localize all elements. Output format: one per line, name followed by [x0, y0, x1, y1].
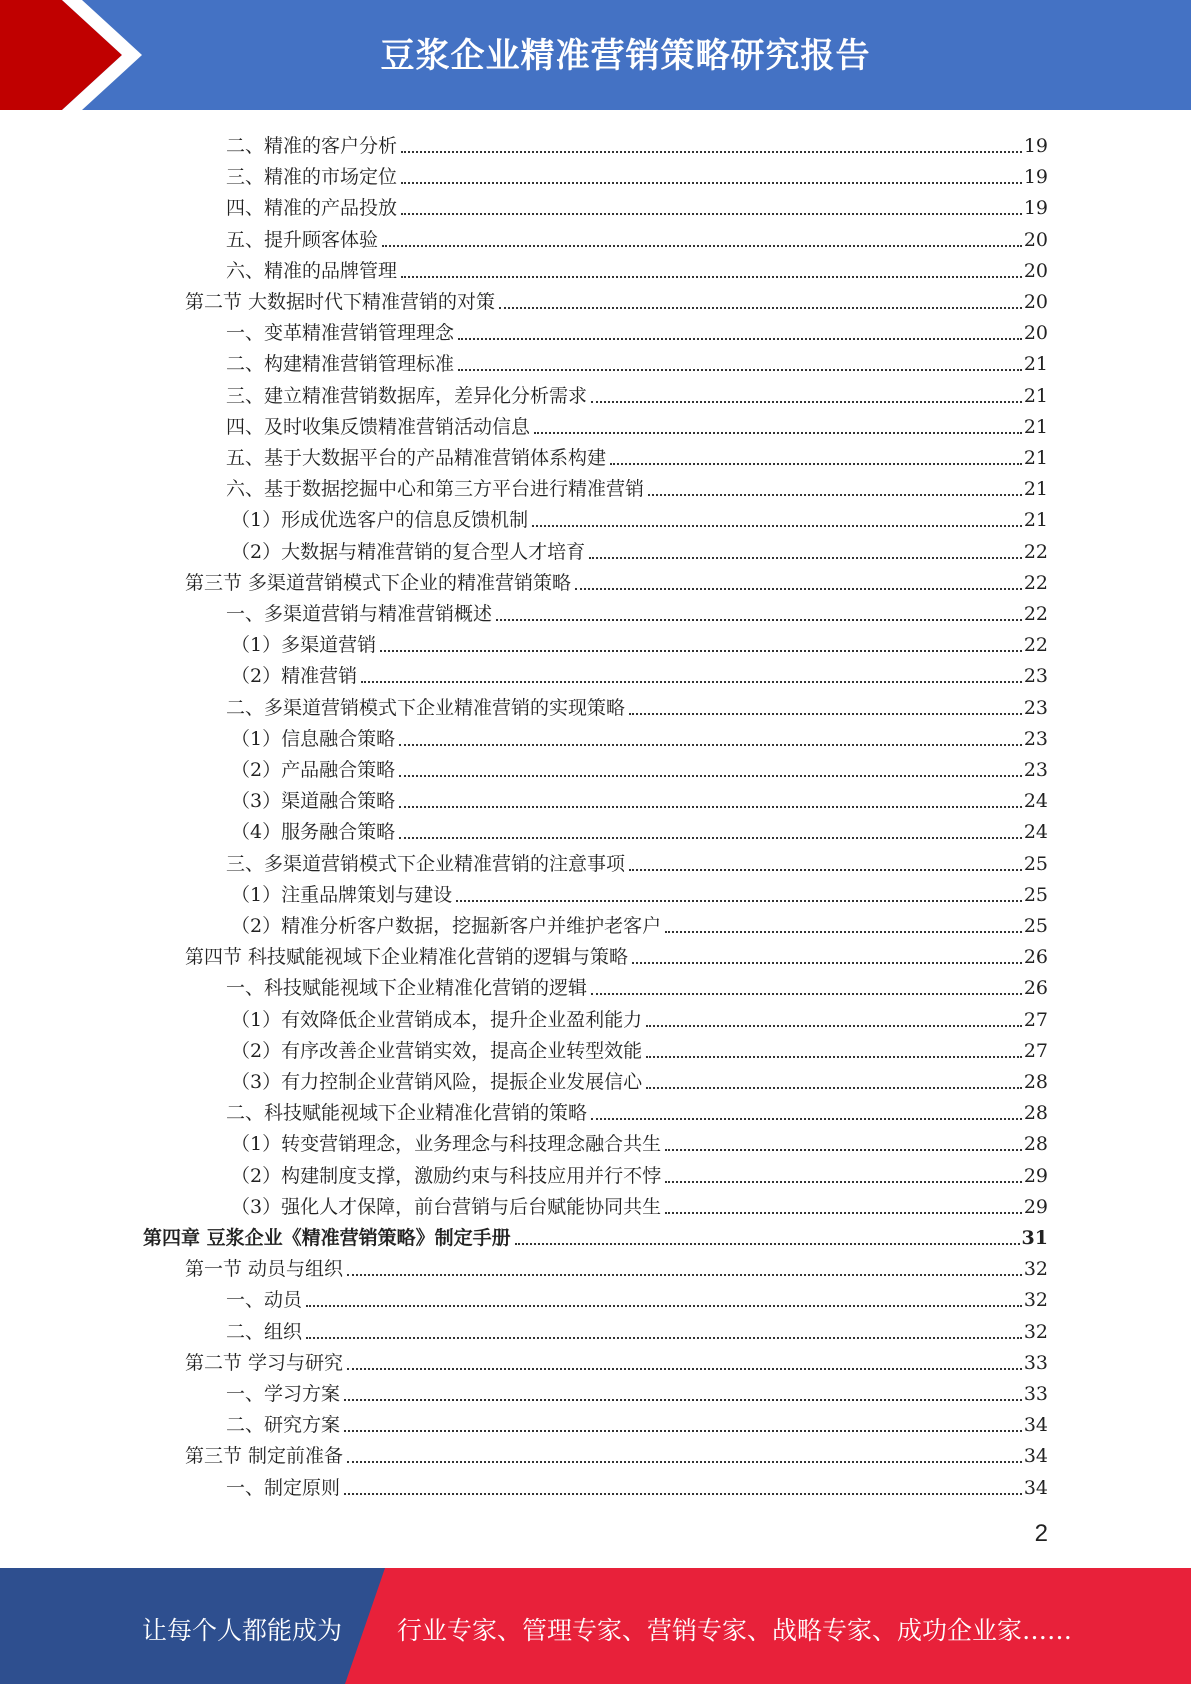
toc-entry-page: 23	[1023, 665, 1048, 688]
toc-entry-page: 26	[1023, 946, 1048, 969]
toc-entry[interactable]	[226, 845, 1048, 876]
toc-entry-page: 21	[1023, 478, 1048, 501]
toc-entry-page: 22	[1023, 571, 1048, 594]
toc-dot-leader	[458, 369, 1022, 371]
toc-entry-page: 29	[1023, 1195, 1048, 1218]
toc-entry-label: 二、构建精准营销管理标准	[226, 353, 455, 376]
toc-dot-leader	[347, 1274, 1022, 1276]
toc-entry-label: 一、学习方案	[226, 1383, 341, 1405]
toc-dot-leader	[401, 182, 1022, 184]
toc-dot-leader	[456, 900, 1022, 902]
toc-entry[interactable]	[226, 127, 1048, 158]
toc-dot-leader	[496, 619, 1022, 621]
toc-entry-label: （2）精准分析客户数据，挖掘新客户并维护老客户	[231, 915, 662, 937]
toc-dot-leader	[306, 1305, 1022, 1307]
toc-entry[interactable]	[226, 345, 1048, 376]
toc-entry-page: 21	[1023, 509, 1048, 532]
toc-dot-leader	[361, 681, 1022, 683]
toc-entry-page: 20	[1023, 228, 1048, 251]
toc-dot-leader	[347, 1461, 1022, 1463]
toc-entry-label: 四、及时收集反馈精准营销活动信息	[226, 415, 531, 438]
toc-entry[interactable]	[226, 408, 1048, 439]
toc-entry[interactable]	[231, 782, 1048, 813]
toc-entry-label: 四、精准的产品投放	[226, 197, 398, 220]
toc-entry-label: 二、科技赋能视域下企业精准化营销的策略	[226, 1102, 588, 1125]
toc-entry-label: 第二节 学习与研究	[185, 1351, 344, 1374]
toc-dot-leader	[629, 713, 1022, 715]
toc-entry-page: 34	[1023, 1414, 1048, 1437]
toc-entry-label: 三、精准的市场定位	[226, 166, 398, 189]
toc-entry[interactable]	[226, 189, 1048, 220]
toc-section-entry[interactable]	[185, 1344, 1048, 1375]
toc-dot-leader	[344, 1493, 1022, 1495]
toc-entry-page: 25	[1023, 915, 1048, 937]
page-number: 2	[1034, 1520, 1048, 1547]
toc-entry[interactable]	[226, 1469, 1048, 1500]
toc-entry-page: 22	[1023, 634, 1048, 657]
document-title: 豆浆企业精准营销策略研究报告	[380, 36, 871, 76]
toc-entry-label: （3）有力控制企业营销风险，提振企业发展信心	[231, 1071, 643, 1093]
toc-entry-label: （1）有效降低企业营销成本，提升企业盈利能力	[231, 1008, 643, 1031]
toc-entry[interactable]	[226, 689, 1048, 720]
toc-dot-leader	[515, 1243, 1020, 1245]
toc-dot-leader	[632, 962, 1022, 964]
toc-entry-page: 29	[1023, 1164, 1048, 1187]
toc-entry[interactable]	[231, 657, 1048, 688]
toc-entry-label: 第一节 动员与组织	[185, 1258, 344, 1281]
toc-entry-page: 32	[1023, 1258, 1048, 1281]
toc-entry-page: 32	[1023, 1289, 1048, 1312]
toc-entry-label: （1）形成优选客户的信息反馈机制	[231, 509, 529, 532]
toc-entry[interactable]	[226, 470, 1048, 501]
toc-entry-page: 33	[1023, 1351, 1048, 1374]
toc-entry[interactable]	[226, 314, 1048, 345]
toc-entry[interactable]	[231, 626, 1048, 657]
toc-dot-leader	[401, 151, 1022, 153]
toc-entry-page: 24	[1023, 821, 1048, 844]
toc-entry-label: 二、组织	[226, 1320, 303, 1343]
toc-entry-page: 33	[1023, 1383, 1048, 1405]
toc-entry-page: 21	[1023, 415, 1048, 438]
toc-entry-label: 五、基于大数据平台的产品精准营销体系构建	[226, 447, 607, 469]
toc-entry-page: 19	[1023, 135, 1048, 157]
toc-entry[interactable]	[231, 533, 1048, 564]
toc-section-entry[interactable]	[185, 938, 1048, 969]
toc-entry[interactable]	[231, 876, 1048, 907]
toc-entry-page: 20	[1023, 322, 1048, 345]
toc-entry-label: 第三节 制定前准备	[185, 1445, 344, 1468]
toc-dot-leader	[344, 1399, 1022, 1401]
toc-entry-label: 二、研究方案	[226, 1414, 341, 1437]
toc-dot-leader	[458, 338, 1022, 340]
toc-entry-label: 第四节 科技赋能视域下企业精准化营销的逻辑与策略	[185, 946, 629, 969]
toc-entry-label: 三、建立精准营销数据库，差异化分析需求	[226, 384, 588, 407]
toc-dot-leader	[347, 1368, 1022, 1370]
toc-entry-label: 第三节 多渠道营销模式下企业的精准营销策略	[185, 571, 572, 594]
toc-chapter-entry[interactable]	[143, 1219, 1048, 1250]
toc-dot-leader	[399, 837, 1022, 839]
toc-dot-leader	[665, 1149, 1022, 1151]
footer-slogan-left: 让每个人都能成为	[142, 1616, 343, 1645]
toc-dot-leader	[306, 1337, 1022, 1339]
toc-entry[interactable]	[231, 1032, 1048, 1063]
toc-entry[interactable]	[231, 813, 1048, 844]
toc-section-entry[interactable]	[185, 1437, 1048, 1468]
toc-entry[interactable]	[226, 221, 1048, 252]
toc-entry-label: 六、精准的品牌管理	[226, 259, 398, 282]
toc-dot-leader	[380, 650, 1022, 652]
toc-entry-label: 三、多渠道营销模式下企业精准营销的注意事项	[226, 852, 626, 875]
toc-dot-leader	[534, 432, 1022, 434]
toc-entry[interactable]	[226, 1406, 1048, 1437]
toc-entry-page: 23	[1023, 759, 1048, 781]
toc-entry-label: （4）服务融合策略	[231, 821, 396, 844]
toc-entry-label: 第四章 豆浆企业《精准营销策略》制定手册	[143, 1227, 511, 1249]
toc-entry-label: （1）多渠道营销	[231, 634, 377, 657]
toc-entry-page: 22	[1023, 603, 1048, 625]
toc-entry-label: 一、多渠道营销与精准营销概述	[226, 603, 493, 625]
toc-entry[interactable]	[226, 969, 1048, 1000]
toc-entry-label: 二、多渠道营销模式下企业精准营销的实现策略	[226, 696, 626, 719]
toc-dot-leader	[591, 993, 1022, 995]
toc-dot-leader	[591, 401, 1022, 403]
toc-entry-page: 34	[1023, 1476, 1048, 1499]
toc-entry-page: 31	[1021, 1227, 1048, 1249]
toc-section-entry[interactable]	[185, 1250, 1048, 1281]
toc-entry[interactable]	[231, 1125, 1048, 1156]
toc-dot-leader	[646, 1056, 1022, 1058]
toc-dot-leader	[382, 245, 1022, 247]
page-header	[0, 0, 1191, 110]
toc-dot-leader	[344, 1430, 1022, 1432]
toc-entry-label: （2）精准营销	[231, 665, 358, 688]
toc-dot-leader	[532, 525, 1022, 527]
toc-entry-page: 25	[1023, 883, 1048, 906]
toc-entry-label: 一、制定原则	[226, 1476, 341, 1499]
toc-entry-page: 21	[1023, 447, 1048, 469]
toc-dot-leader	[646, 1087, 1022, 1089]
toc-entry-label: （3）强化人才保障，前台营销与后台赋能协同共生	[231, 1195, 662, 1218]
toc-entry[interactable]	[226, 252, 1048, 283]
toc-entry[interactable]	[226, 1313, 1048, 1344]
toc-entry-label: 二、精准的客户分析	[226, 135, 398, 157]
toc-dot-leader	[401, 276, 1022, 278]
toc-dot-leader	[589, 557, 1022, 559]
toc-dot-leader	[499, 307, 1022, 309]
toc-entry-page: 22	[1023, 540, 1048, 563]
toc-entry[interactable]	[231, 1188, 1048, 1219]
toc-entry-label: 第二节 大数据时代下精准营销的对策	[185, 291, 496, 313]
toc-entry-page: 26	[1023, 977, 1048, 1000]
toc-dot-leader	[399, 775, 1022, 777]
toc-entry-page: 20	[1023, 291, 1048, 313]
toc-entry-page: 28	[1023, 1102, 1048, 1125]
toc-entry-page: 27	[1023, 1039, 1048, 1062]
toc-entry-page: 25	[1023, 852, 1048, 875]
toc-dot-leader	[665, 1212, 1022, 1214]
toc-section-entry[interactable]	[185, 283, 1048, 314]
toc-entry[interactable]	[231, 1001, 1048, 1032]
toc-entry[interactable]	[226, 439, 1048, 470]
toc-entry-page: 28	[1023, 1133, 1048, 1156]
page-footer	[0, 1568, 1191, 1684]
toc-entry-page: 23	[1023, 727, 1048, 750]
toc-entry[interactable]	[226, 158, 1048, 189]
toc-entry-page: 20	[1023, 259, 1048, 282]
toc-dot-leader	[665, 1181, 1022, 1183]
toc-entry-page: 34	[1023, 1445, 1048, 1468]
toc-dot-leader	[665, 931, 1022, 933]
toc-entry-label: 一、动员	[226, 1289, 303, 1312]
toc-dot-leader	[591, 1118, 1022, 1120]
toc-entry[interactable]	[231, 1157, 1048, 1188]
toc-dot-leader	[646, 1025, 1022, 1027]
toc-entry[interactable]	[226, 595, 1048, 626]
toc-entry-page: 27	[1023, 1008, 1048, 1031]
toc-entry-page: 19	[1023, 166, 1048, 189]
toc-entry[interactable]	[226, 1375, 1048, 1406]
toc-entry-page: 23	[1023, 696, 1048, 719]
toc-entry[interactable]	[231, 907, 1048, 938]
toc-entry-page: 21	[1023, 384, 1048, 407]
toc-entry-page: 21	[1023, 353, 1048, 376]
toc-dot-leader	[648, 494, 1022, 496]
toc-entry-label: （1）注重品牌策划与建设	[231, 883, 453, 906]
toc-entry-label: 六、基于数据挖掘中心和第三方平台进行精准营销	[226, 478, 645, 501]
toc-entry-page: 19	[1023, 197, 1048, 220]
toc-entry-label: （1）信息融合策略	[231, 727, 396, 750]
toc-entry[interactable]	[226, 377, 1048, 408]
toc-entry-page: 28	[1023, 1071, 1048, 1093]
toc-dot-leader	[401, 213, 1022, 215]
toc-section-entry[interactable]	[185, 564, 1048, 595]
toc-entry-label: （2）有序改善企业营销实效，提高企业转型效能	[231, 1039, 643, 1062]
toc-entry-label: （1）转变营销理念，业务理念与科技理念融合共生	[231, 1133, 662, 1156]
toc-entry[interactable]	[231, 720, 1048, 751]
toc-entry-label: （3）渠道融合策略	[231, 790, 396, 813]
toc-entry[interactable]	[231, 1063, 1048, 1094]
toc-dot-leader	[610, 463, 1022, 465]
toc-entry-label: （2）构建制度支撑，激励约束与科技应用并行不悖	[231, 1164, 662, 1187]
toc-entry[interactable]	[231, 501, 1048, 532]
toc-dot-leader	[399, 744, 1022, 746]
toc-entry-page: 24	[1023, 790, 1048, 813]
toc-entry-label: 一、科技赋能视域下企业精准化营销的逻辑	[226, 977, 588, 1000]
footer-slogan-right: 行业专家、管理专家、营销专家、战略专家、成功企业家……	[397, 1616, 1073, 1645]
toc-entry-label: 五、提升顾客体验	[226, 228, 379, 251]
toc-entry[interactable]	[231, 751, 1048, 782]
toc-dot-leader	[575, 588, 1022, 590]
toc-entry[interactable]	[226, 1281, 1048, 1312]
toc-entry-label: （2）产品融合策略	[231, 759, 396, 781]
toc-entry-label: （2）大数据与精准营销的复合型人才培育	[231, 540, 586, 563]
toc-entry[interactable]	[226, 1094, 1048, 1125]
toc-entry-page: 32	[1023, 1320, 1048, 1343]
toc-dot-leader	[629, 869, 1022, 871]
toc-dot-leader	[399, 806, 1022, 808]
toc-entry-label: 一、变革精准营销管理理念	[226, 322, 455, 345]
